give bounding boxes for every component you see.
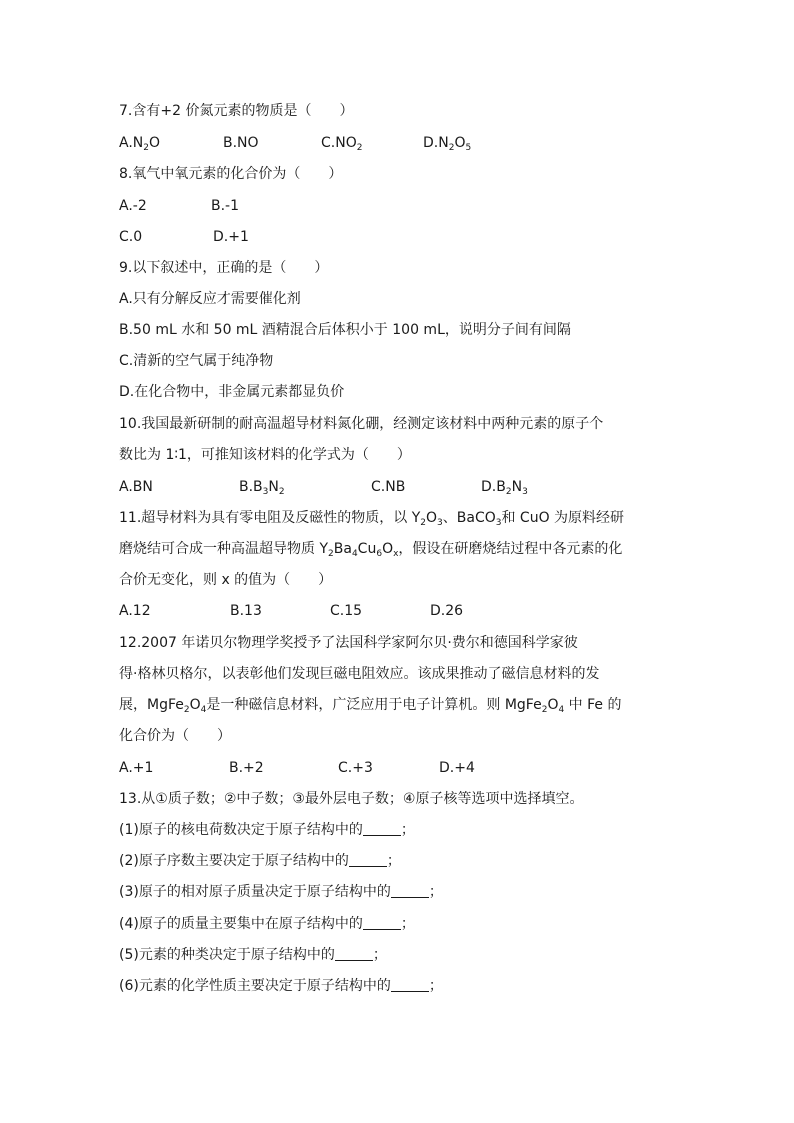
q8-stem: 8.氧气中氧元素的化合价为（ ） xyxy=(119,166,343,182)
q8-option-c: C.0 xyxy=(119,229,143,245)
q8-option-b: B.-1 xyxy=(211,198,240,214)
q13-item-1: (1)原子的核电荷数决定于原子结构中的 ； xyxy=(119,822,415,838)
q10-option-b: $B.B_3N_2$ xyxy=(239,479,285,497)
q11-line3: 合价无变化，则 x 的值为（ ） xyxy=(119,572,333,588)
q9-option-d: D.在化合物中，非金属元素都显负价 xyxy=(119,384,345,400)
q11-line1: 11.超导材料为具有零电阻及反磁性的物质，以 $Y_2O_3$、BaCO$_3$和 CuO 为原料经研 xyxy=(119,510,625,528)
answer-blank[interactable] xyxy=(391,883,429,898)
q7-stem: 7.含有+2 价氮元素的物质是（ ） xyxy=(119,103,354,119)
q8-option-a: A.-2 xyxy=(119,198,147,214)
q13-item-6: (6)元素的化学性质主要决定于原子结构中的 ； xyxy=(119,978,443,994)
q10-stem-line1: 10.我国最新研制的耐高温超导材料氮化硼，经测定该材料中两种元素的原子个 xyxy=(119,416,604,432)
q10-stem-line2: 数比为 1∶1，可推知该材料的化学式为（ ） xyxy=(119,447,411,463)
q13-item-5: (5)元素的种类决定于原子结构中的 ； xyxy=(119,947,387,963)
q13-item-2: (2)原子序数主要决定于原子结构中的 ； xyxy=(119,853,401,869)
q13-stem: 13.从①质子数；②中子数；③最外层电子数；④原子核等选项中选择填空。 xyxy=(119,791,584,807)
q9-stem: 9.以下叙述中，正确的是（ ） xyxy=(119,260,329,276)
q11-option-a: A.12 xyxy=(119,603,151,619)
answer-blank[interactable] xyxy=(363,915,401,930)
q11-option-c: C.15 xyxy=(330,603,363,619)
answer-blank[interactable] xyxy=(363,821,401,836)
answer-blank[interactable] xyxy=(349,852,387,867)
q12-option-c: C.+3 xyxy=(338,760,373,776)
q12-line4: 化合价为（ ） xyxy=(119,728,231,744)
answer-blank[interactable] xyxy=(391,977,429,992)
answer-blank[interactable] xyxy=(335,946,373,961)
q10-option-d: $D.B_2N_3$ xyxy=(481,479,528,497)
q12-option-a: A.+1 xyxy=(119,760,154,776)
q11-option-b: B.13 xyxy=(230,603,262,619)
q7-option-c: $C.NO_2$ xyxy=(321,135,363,153)
q9-option-a: A.只有分解反应才需要催化剂 xyxy=(119,291,301,307)
q12-option-b: B.+2 xyxy=(229,760,264,776)
q12-line2: 得·格林贝格尔，以表彰他们发现巨磁电阻效应。该成果推动了磁信息材料的发 xyxy=(119,666,600,682)
q7-option-b: B.NO xyxy=(223,135,259,151)
q7-option-a: $A.N_2O$ xyxy=(119,135,161,153)
q12-line3: 展，$MgFe_2O_4$是一种磁信息材料，广泛应用于电子计算机。则 $MgFe_2O_4$ 中 Fe 的 xyxy=(119,697,622,715)
q7-option-d: $D.N_2O_5$ xyxy=(423,135,472,153)
q10-option-a: A.BN xyxy=(119,479,153,495)
q13-item-3: (3)原子的相对原子质量决定于原子结构中的 ； xyxy=(119,884,443,900)
q11-option-d: D.26 xyxy=(430,603,464,619)
q11-line2: 磨烧结可合成一种高温超导物质 $Y_2Ba_4Cu_6O_x$，假设在研磨烧结过程中各元素的化 xyxy=(119,541,623,559)
q13-item-4: (4)原子的质量主要集中在原子结构中的 ； xyxy=(119,916,415,932)
q12-line1: 12.2007 年诺贝尔物理学奖授予了法国科学家阿尔贝·费尔和德国科学家彼 xyxy=(119,635,578,651)
q12-option-d: D.+4 xyxy=(439,760,475,776)
q9-option-b: B.50 mL 水和 50 mL 酒精混合后体积小于 100 mL，说明分子间有间隔 xyxy=(119,322,571,338)
q10-option-c: C.NB xyxy=(371,479,406,495)
q8-option-d: D.+1 xyxy=(213,229,249,245)
q9-option-c: C.清新的空气属于纯净物 xyxy=(119,353,274,369)
